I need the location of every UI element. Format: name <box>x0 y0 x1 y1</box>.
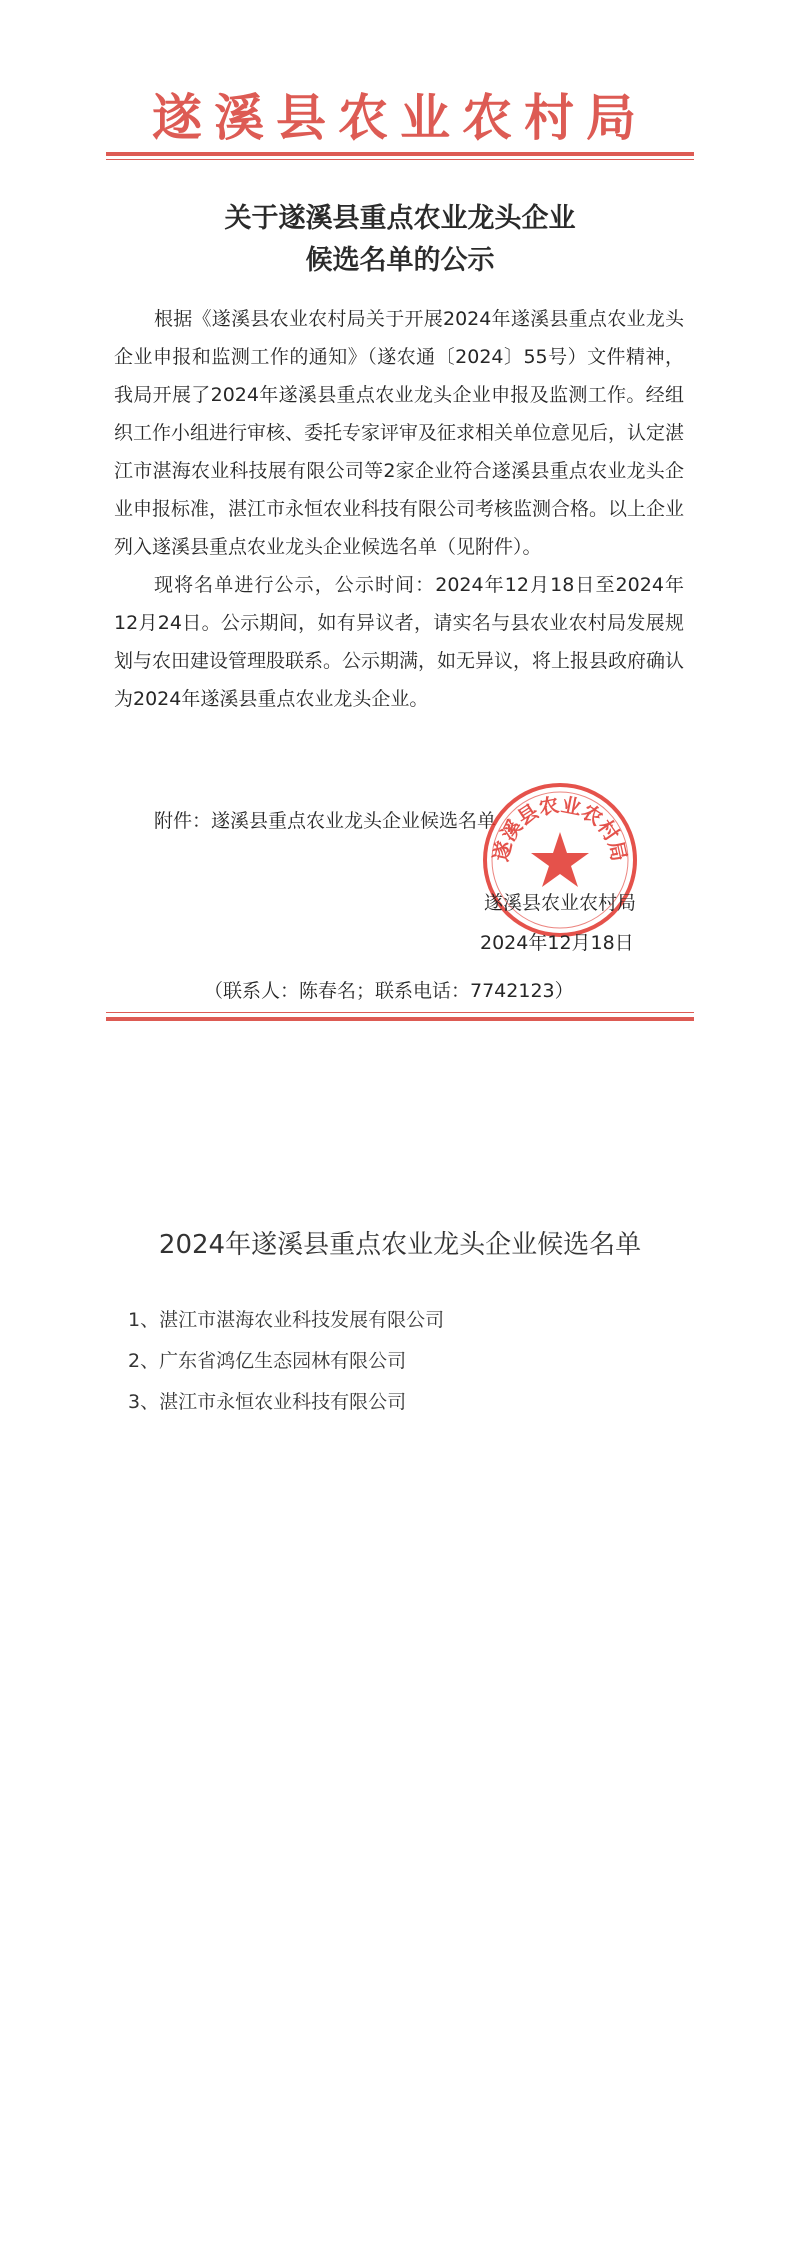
contact-info: （联系人：陈春名；联系电话：7742123） <box>204 980 574 1002</box>
candidate-list-item: 1、湛江市湛海农业科技发展有限公司 <box>128 1309 445 1331</box>
candidate-list-title: 2024年遂溪县重点农业龙头企业候选名单 <box>158 1230 642 1260</box>
candidate-list-item: 2、广东省鸿亿生态园林有限公司 <box>128 1350 407 1372</box>
official-seal <box>480 780 640 940</box>
candidate-list <box>128 1300 444 1423</box>
notice-paragraph-1: 根据《遂溪县农业农村局关于开展2024年遂溪县重点农业龙头企业申报和监测工作的通知》（遂农通〔2024〕55号）文件精神，我局开展了2024年遂溪县重点农业龙头企业申报及监测工作。经组织工作小组进行审核、委托专家评审及征求相关单位意见后，认定湛江市湛海农业科技展有限公司等2家企业符合遂溪县重点农业龙头企业申报标准，湛江市永恒农业科技有限公司考核监测合格。以上企业列入遂溪县重点农业龙头企业候选名单（见附件）。 <box>114 308 685 558</box>
seal-star-icon <box>531 832 589 887</box>
notice-paragraph-2: 现将名单进行公示，公示时间：2024年12月18日至2024年12月24日。公示期间，如有异议者，请实名与县农业农村局发展规划与农田建设管理股联系。公示期满，如无异议，将上报县政府确认为2024年遂溪县重点农业龙头企业。 <box>114 574 685 710</box>
candidate-list-item: 3、湛江市永恒农业科技有限公司 <box>128 1391 407 1413</box>
signature-organization: 遂溪县农业农村局 <box>484 892 637 914</box>
notice-title-line1: 关于遂溪县重点农业龙头企业 <box>224 203 576 234</box>
masthead-rule-thin <box>106 159 694 160</box>
masthead-title: 遂溪县农业农村局 <box>152 88 648 147</box>
footer-rule-thick <box>106 1017 694 1021</box>
notice-title-line2: 候选名单的公示 <box>305 245 495 276</box>
notice-body <box>114 300 684 718</box>
signature-date: 2024年12月18日 <box>480 932 634 954</box>
seal-ring-text: 遂溪县农业农村局 <box>488 792 632 864</box>
footer-rule-thin <box>106 1012 694 1013</box>
attachment-note: 附件：遂溪县重点农业龙头企业候选名单 <box>154 810 497 832</box>
masthead-rule-thick <box>106 152 694 156</box>
